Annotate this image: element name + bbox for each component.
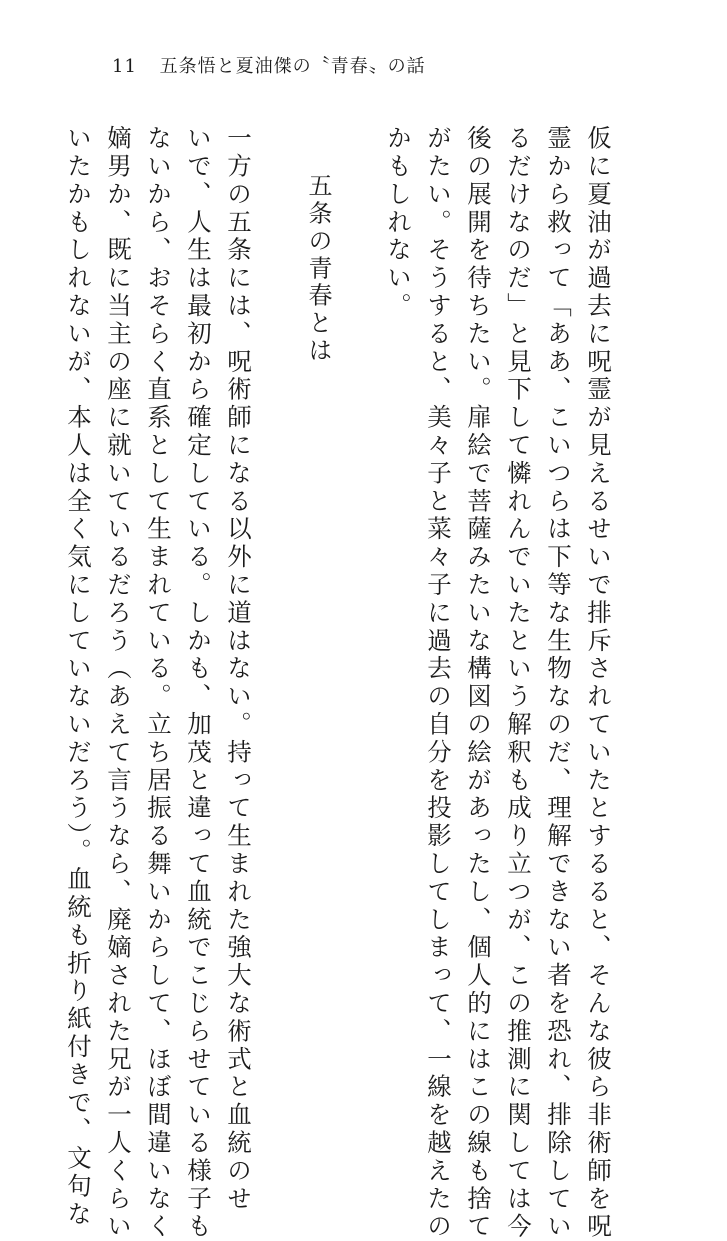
text-line: がたい。そうすると、美々子と菜々子に過去の自分を投影してしまって、一線を越えたの xyxy=(424,125,453,1241)
vertical-body-text xyxy=(64,125,618,1241)
text-line: 仮に夏油が過去に呪霊が見えるせいで排斥されていたとするると、そんな彼ら非術師を呪 xyxy=(584,125,613,1241)
text-line: 霊から救って「ああ、こいつらは下等な生物なのだ、理解できない者を恐れ、排除してい xyxy=(544,125,573,1241)
text-line: るだけなのだ」と見下して憐れんでいたという解釈も成り立つが、この推測に関しては今 xyxy=(504,125,533,1241)
chapter-title: 五条悟と夏油傑の〝青春〟の話 xyxy=(159,56,426,77)
section-gap xyxy=(338,125,378,965)
text-line: 嫡男か、既に当主の座に就いているだろう（あえて言うなら、廃嫡された兄が一人くらい xyxy=(104,125,133,1241)
page-number: 11 xyxy=(112,56,137,77)
text-line: かもしれない。 xyxy=(384,125,413,321)
section-heading: 五条の青春とは xyxy=(304,173,332,365)
page-header xyxy=(112,52,426,78)
text-line: 後の展開を待ちたい。扉絵で菩薩みたいな構図の絵があったし、個人的にはこの線も捨て xyxy=(464,125,493,1241)
section-gap xyxy=(258,125,298,965)
text-line: いたかもしれないが、本人は全く気にしていないだろう）。血統も折り紙付きで、文句な xyxy=(64,125,93,1229)
text-line: いで、人生は最初から確定している。しかも、加茂と違って血統でこじらせている様子も xyxy=(184,125,213,1241)
text-line: ないから、おそらく直系として生まれている。立ち居振る舞いからして、ほぼ間違いなく xyxy=(144,125,173,1241)
text-line: 一方の五条には、呪術師になる以外に道はない。持って生まれた強大な術式と血統のせ xyxy=(224,125,253,1214)
